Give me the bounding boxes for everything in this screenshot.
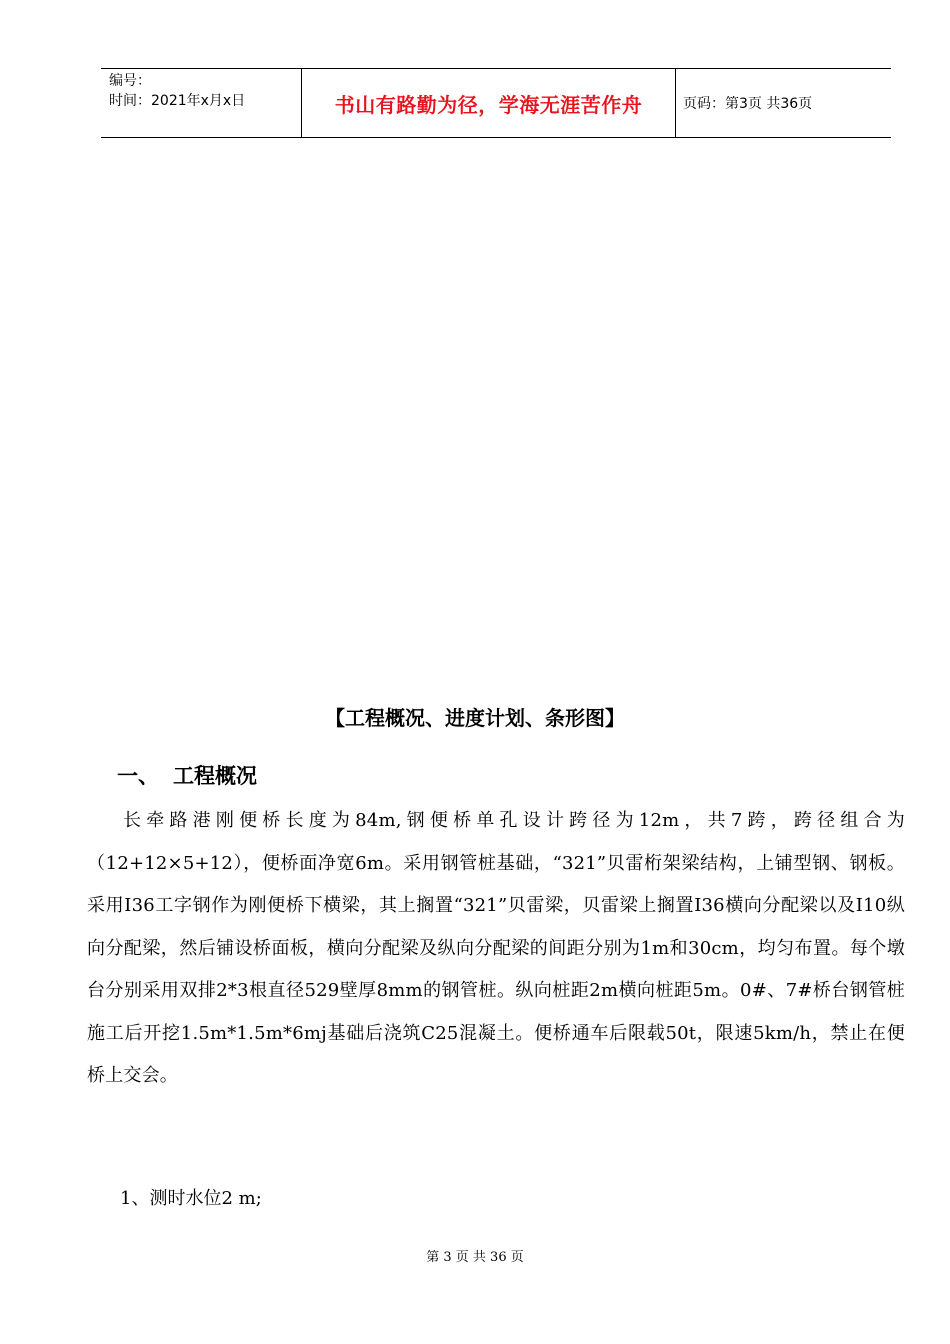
section-number: 一、 [117,764,159,788]
number-label: 编号： [109,73,151,89]
document-title: 【工程概况、进度计划、条形图】 [325,706,625,730]
header-meta [109,71,299,111]
time-label: 时间：2021年x月x日 [109,93,246,109]
page-footer: 第 3 页 共 36 页 [426,1250,524,1265]
section-heading [117,760,257,790]
page-header [101,68,891,138]
header-divider [675,69,676,137]
overview-paragraph: 长牵路港刚便桥长度为84m,钢便桥单孔设计跨径为12m，共7跨，跨径组合为（12+12×5+12），便桥面净宽6m。采用钢管桩基础，“321”贝雷桁架梁结构，上铺型钢、钢板。采用I36工字钢作为刚便桥下横梁，其上搁置“321”贝雷梁，贝雷梁上搁置I36横向分配梁以及I10纵向分配梁，然后铺设桥面板，横向分配梁及纵向分配梁的间距分别为1m和30cm，均匀布置。每个墩台分别采用双排2*3根直径529壁厚8mm的钢管桩。纵向桩距2m横向桩距5m。0#、7#桥台钢管桩施工后开挖1.5m*1.5m*6mj基础后浇筑C25混凝土。便桥通车后限载50t，限速5km/h，禁止在便桥上交会。 [87,810,905,1086]
header-page-info: 页码：第3页 共36页 [683,96,813,112]
header-motto: 书山有路勤为径，学海无涯苦作舟 [334,92,643,117]
section-title: 工程概况 [173,764,257,788]
list-item: 1、测时水位2 m; [120,1188,262,1209]
